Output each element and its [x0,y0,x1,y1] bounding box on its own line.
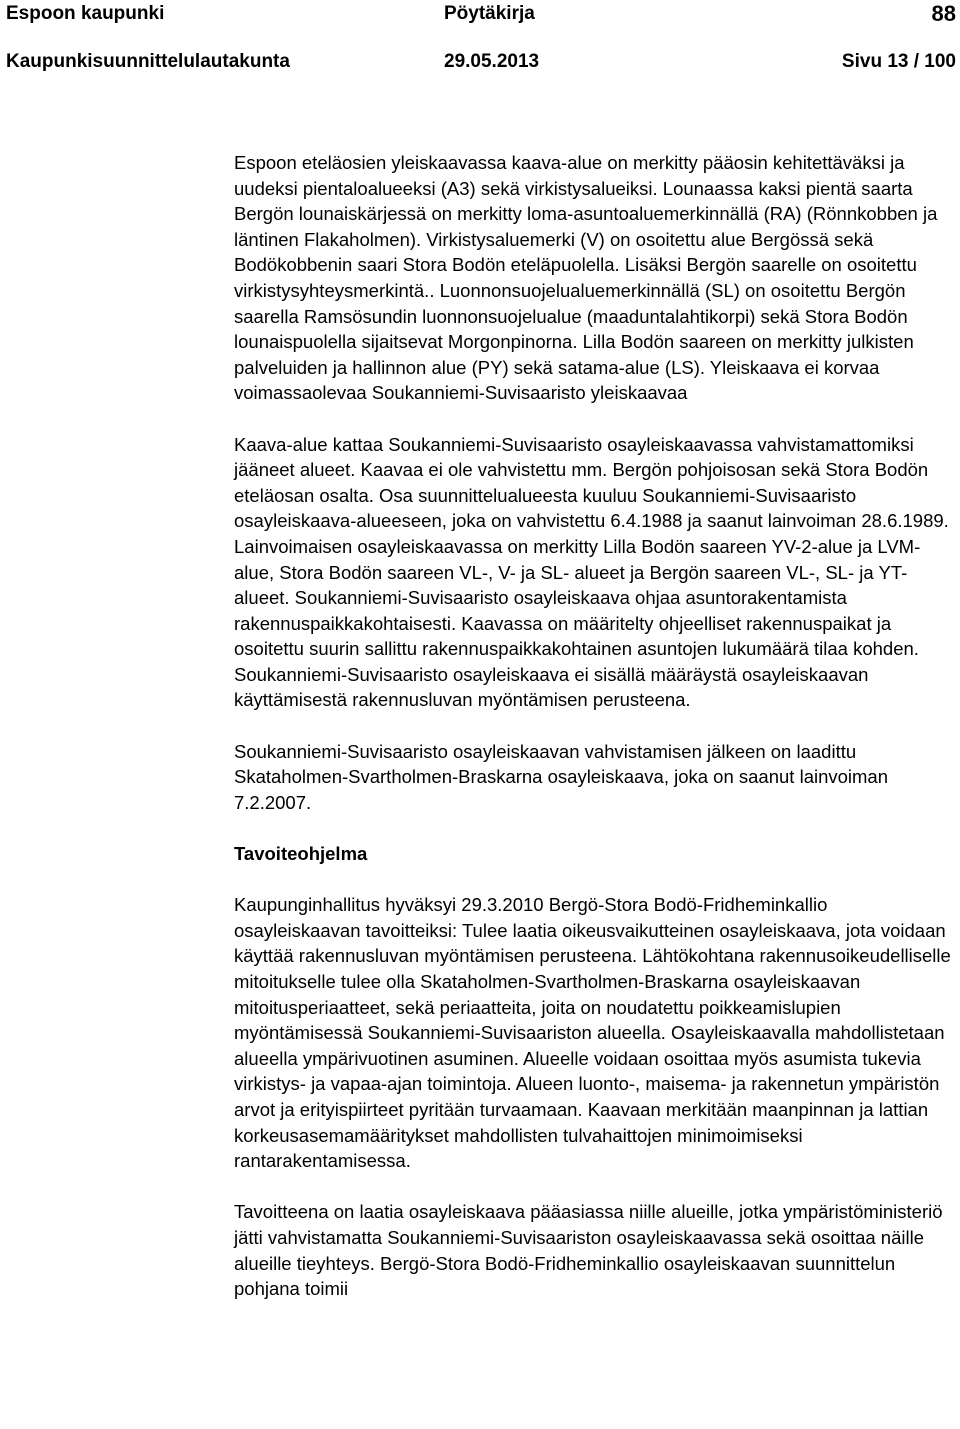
city-name: Espoon kaupunki [6,3,165,24]
section-heading: Tavoiteohjelma [234,843,368,865]
committee-name: Kaupunkisuunnittelulautakunta [6,51,290,72]
paragraph-gap [234,867,956,893]
paragraph-gap [234,1174,956,1200]
paragraph: Kaava-alue kattaa Soukanniemi-Suvisaaristo osayleiskaavassa vahvistamattomiksi jääneet alueet. Kaavaa ei ole vahvistettu mm. Bergön pohjoisosan sekä Stora Bodön eteläosan osalta. Osa suunnittelualueesta kuuluu Soukanniemi-Suvisaaristo osayleiskaava-alueeseen, joka on vahvistettu 6.4.1988 ja saanut lainvoiman 28.6.1989. Lainvoimaisen osayleiskaavassa on merkitty Lilla Bodön saareen YV-2-alue ja LVM-alue, Stora Bodön saareen VL-, V- ja SL- alueet ja Bergön saareen VL-, SL- ja YT-alueet. Soukanniemi-Suvisaaristo osayleiskaava ohjaa asuntorakentamista rakennuspaikkakohtaisesti. Kaavassa on määritelty ohjeelliset rakennuspaikat ja osoitettu suurin sallittu rakennuspaikkakohtainen asuntojen lukumäärä tilaa kohden. Soukanniemi-Suvisaaristo osayleiskaava ei sisällä määräystä osayleiskaavan käyttämisestä rakennusluvan myöntämisen perusteena. [234,433,949,711]
paragraph: Espoon eteläosien yleiskaavassa kaava-alue on merkitty pääosin kehitettäväksi ja uudeksi pientaloalueeksi (A3) sekä virkistysalueiksi. Lounaassa kaksi pientä saarta Bergön lounaiskärjessä on merkitty loma-asuntoaluemerkinnällä (RA) (Rönnkobben ja läntinen Flakaholmen). Virkistysaluemerki (V) on osoitettu alue Bergössä sekä Bodökobbenin saari Stora Bodön eteläpuolella. Lisäksi Bergön saarelle on osoitettu virkistysyhteysmerkintä.. Luonnonsuojelualuemerkinnällä (SL) on osoitettu Bergön saarella Ramsösundin luonnonsuojelualue (maaduntalahtikorpi) sekä Stora Bodön lounaispuolella sijaitsevat Morgonpinorna. Lilla Bodön saareen on merkitty julkisten palveluiden ja hallinnon alue (PY) sekä satama-alue (LS). Yleiskaava ei korvaa voimassaolevaa Soukanniemi-Suvisaaristo yleiskaavaa [234,152,938,404]
paragraph-gap [234,406,956,432]
page-number: Sivu 13 / 100 [841,51,956,72]
paragraph: Soukanniemi-Suvisaaristo osayleiskaavan vahvistamisen jälkeen on laadittu Skataholmen-Svartholmen-Braskarna osayleiskaava, joka on saanut lainvoiman 7.2.2007. [234,740,889,813]
paragraph: Tavoitteena on laatia osayleiskaava pääasiassa niille alueille, jotka ympäristöministeriö jätti vahvistamatta Soukanniemi-Suvisaariston osayleiskaavassa sekä osoittaa näille alueille tieyhteys. Bergö-Stora Bodö-Fridheminkallio osayleiskaavan suunnittelun pohjana toimii [234,1201,943,1300]
section-number: 88 [931,1,956,26]
header-row-top [6,2,956,26]
paragraph: Kaupunginhallitus hyväksyi 29.3.2010 Bergö-Stora Bodö-Fridheminkallio osayleiskaavan tavoitteiksi: Tulee laatia oikeusvaikutteinen osayleiskaava, jota voidaan käyttää rakennusluvan myöntämisen perusteena. Lähtökohtana rakennusoikeudelliselle mitoitukselle tulee olla Skataholmen-Svartholmen-Braskarna osayleiskaavan mitoitusperiaatteet, sekä periaatteita, joita on noudatettu poikkeamislupien myöntämisessä Soukanniemi-Suvisaariston alueella. Osayleiskaavalla mahdollistetaan alueella ympärivuotinen asuminen. Alueelle voidaan osoittaa myös asumista tukevia virkistys- ja vapaa-ajan toimintoja. Alueen luonto-, maisema- ja rakennetun ympäristön arvot ja erityispiirteet pyritään turvaamaan. Kaavaan merkitään maanpinnan ja lattian korkeusasemamääritykset mahdollisten tulvahaittojen minimoimiseksi rantarakentamisessa. [234,894,951,1172]
document-type: Pöytäkirja [444,3,535,24]
header-row-bottom [6,50,956,74]
document-body [234,150,956,1302]
paragraph-gap [234,713,956,739]
paragraph-gap [234,815,956,841]
meeting-date: 29.05.2013 [444,51,540,72]
page-header [6,0,956,74]
